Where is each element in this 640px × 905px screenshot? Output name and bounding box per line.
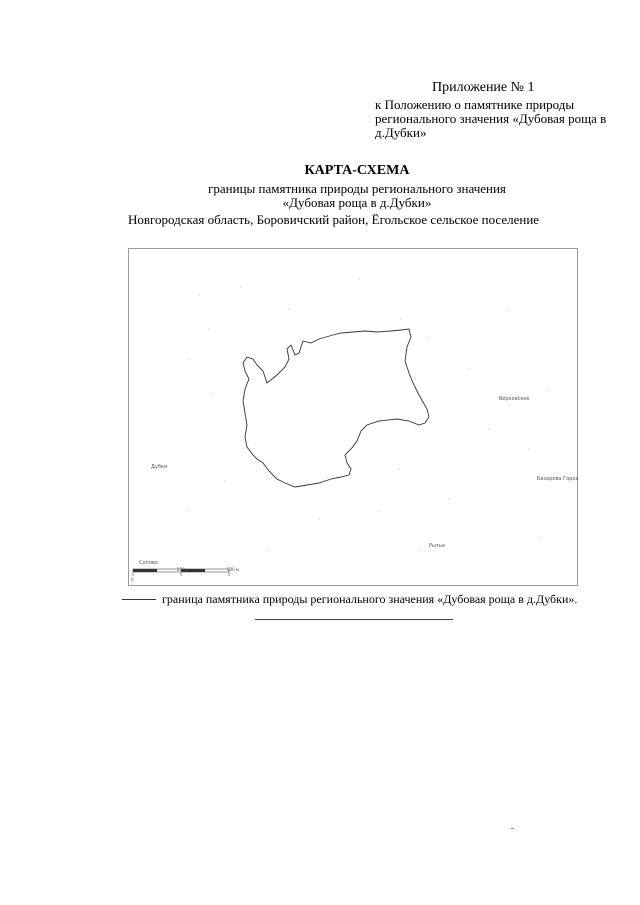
scan-speck (511, 828, 514, 829)
boundary-map (128, 248, 578, 586)
appendix-reference: к Положению о памятнике природы регионального значения «Дубовая роща в д.Дубки» (375, 97, 607, 140)
terrain-dots (188, 278, 549, 549)
map-legend (122, 592, 577, 607)
place-label-rytye: Рытье (429, 543, 445, 549)
scale-label-end: 500 м (227, 567, 239, 572)
location-line: Новгородская область, Боровичский район, Ёгольское сельское поселение (128, 212, 540, 227)
place-label-bazarova-gorka: Базарова Горка (537, 476, 579, 482)
place-label-verkhovskoe: Верховское (499, 396, 530, 402)
document-title: КАРТА-СХЕМА (304, 163, 410, 178)
reserve-boundary (243, 329, 429, 487)
legend-boundary-line (122, 599, 156, 600)
map-drawing (129, 249, 579, 587)
subtitle-line-1: границы памятника природы регионального значения (208, 181, 506, 196)
place-label-solnovo: Сопово (139, 560, 158, 566)
legend-text: граница памятника природы регионального значения «Дубовая роща в д.Дубки». (162, 592, 578, 606)
document-subtitle (0, 182, 640, 210)
place-label-dubki: Дубки (151, 464, 168, 470)
appendix-label: Приложение № 1 (432, 80, 535, 95)
scale-label-zero: 0 (131, 577, 134, 582)
subtitle-line-2: «Дубовая роща в д.Дубки» (282, 195, 432, 210)
scale-label-mid: 250 м (177, 567, 189, 572)
end-rule (255, 619, 453, 620)
